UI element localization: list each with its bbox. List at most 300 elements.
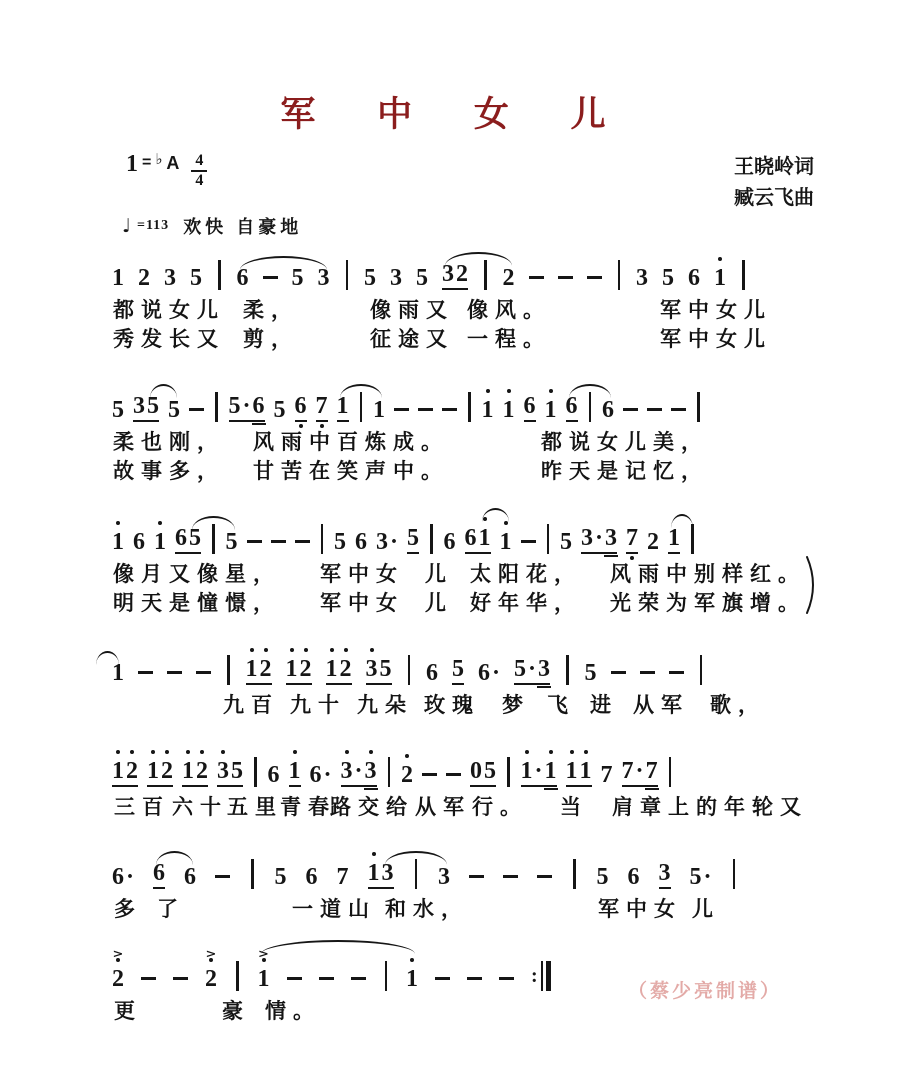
note-5: 5 xyxy=(273,397,286,423)
octave-dot-above xyxy=(370,648,374,652)
note-6: 6 xyxy=(627,864,640,890)
augmentation-dot: · xyxy=(528,656,537,682)
score-header xyxy=(0,152,912,208)
beamed-group xyxy=(147,759,173,787)
note-1-high: 1 xyxy=(147,759,159,783)
lyric-segment: 军中女 xyxy=(320,563,404,586)
barline xyxy=(733,859,736,889)
octave-dot-above xyxy=(549,389,553,393)
key-tonic-number: 1 xyxy=(126,151,138,177)
augmentation-dot: · xyxy=(703,864,712,890)
note-1-high: 1 xyxy=(479,526,491,550)
beamed-group xyxy=(566,759,592,787)
duration-dash xyxy=(173,965,188,991)
note-5: 5 xyxy=(190,265,202,291)
octave-dot-above xyxy=(718,257,722,261)
note-5: 5 xyxy=(231,758,243,784)
lyric-segment: 军中女 xyxy=(320,592,404,615)
lyric-segment: 风雨中百炼成。 xyxy=(253,431,449,454)
duration-dash xyxy=(215,863,230,889)
beamed-group xyxy=(112,759,138,787)
barline xyxy=(507,757,510,787)
note-1-high: 1 xyxy=(112,530,124,554)
augmentation-dot: · xyxy=(390,529,399,555)
duration-dash xyxy=(529,264,544,290)
octave-dot-above xyxy=(116,750,120,754)
duration-dash xyxy=(422,761,437,787)
lyric-segment: 九百 xyxy=(223,694,279,717)
duration-dash xyxy=(435,965,450,991)
notation-line-1 xyxy=(112,244,824,290)
lyric-segment: 五里 xyxy=(227,796,283,819)
duration-dash xyxy=(418,396,433,422)
tempo-mood: 欢快 自豪地 xyxy=(183,217,303,237)
note-5: 5 xyxy=(560,529,573,555)
note-1-high: 1 xyxy=(545,759,557,783)
duration-dash xyxy=(138,659,153,685)
meter-numerator: 4 xyxy=(191,152,207,172)
lyric-segment: 剪， xyxy=(243,328,299,351)
note-0: 0 xyxy=(470,758,483,784)
lyric-segment: 六十 xyxy=(172,796,228,819)
duration-dash xyxy=(446,761,461,787)
note-3: 3 xyxy=(538,657,550,681)
system-3 xyxy=(112,508,824,613)
barline xyxy=(388,757,391,787)
beamed-group xyxy=(182,759,208,787)
lyric-segment: 儿 xyxy=(425,592,453,615)
lyric-segment: 九十 xyxy=(290,694,346,717)
augmentation-dot: · xyxy=(323,762,332,788)
octave-dot-above xyxy=(504,521,508,525)
duration-dash xyxy=(287,965,302,991)
key-letter: A xyxy=(166,153,180,173)
note-7: 7 xyxy=(600,762,613,788)
duration-dash xyxy=(295,528,310,554)
note-6: 6 xyxy=(133,529,145,555)
barline xyxy=(547,524,550,554)
beamed-group xyxy=(442,262,468,290)
octave-dot-above xyxy=(186,750,190,754)
note-3-high: 3 xyxy=(365,759,377,783)
accent-mark: > xyxy=(205,948,217,961)
lyric-segment: 行。 xyxy=(472,796,528,819)
duration-dash xyxy=(537,863,552,889)
duration-dash xyxy=(141,965,156,991)
note-6: 6 xyxy=(688,265,700,291)
barline xyxy=(618,260,621,290)
octave-dot-above xyxy=(200,750,204,754)
note-6: 6 xyxy=(236,265,249,291)
note-5: 5 xyxy=(596,864,609,890)
duration-dash xyxy=(611,659,626,685)
duration-dash xyxy=(263,264,278,290)
beamed-group xyxy=(246,657,272,685)
lyric-segment: 情。 xyxy=(265,1000,321,1023)
barline xyxy=(227,655,230,685)
note-1: 1 xyxy=(337,394,349,422)
beamed-group xyxy=(341,759,377,787)
note-1: 1 xyxy=(373,397,386,423)
note-2-high: 2 xyxy=(196,759,208,783)
octave-dot-above xyxy=(549,750,553,754)
beamed-group xyxy=(622,759,658,787)
note-3: 3 · xyxy=(581,525,604,551)
lyric-segment: 豪 xyxy=(222,1000,250,1023)
note-5: 5 · xyxy=(689,864,712,890)
lyrics-line-1-2 xyxy=(112,323,824,349)
barline xyxy=(346,260,349,290)
note-3: 3 xyxy=(442,261,454,287)
note-5: 5 xyxy=(452,657,464,685)
note-5: 5 xyxy=(168,397,180,423)
barline xyxy=(691,524,694,554)
lyrics-line-5-1 xyxy=(112,791,824,817)
note-5: 5 xyxy=(334,529,346,555)
lyric-segment: 多 xyxy=(114,898,142,921)
note-6: 6 xyxy=(355,529,367,555)
augmentation-dot: · xyxy=(534,758,543,784)
duration-dash xyxy=(167,659,182,685)
augmentation-dot: · xyxy=(126,864,135,890)
augmentation-dot: · xyxy=(242,393,251,419)
duration-dash xyxy=(669,659,684,685)
note-6: 6 xyxy=(464,525,477,551)
lyric-segment: 从军 xyxy=(415,796,471,819)
lyric-segment: 像雨又 xyxy=(370,299,454,322)
note-5: 5 xyxy=(379,656,392,682)
note-2: 2 xyxy=(502,265,515,291)
lyric-segment: 飞 xyxy=(547,694,575,717)
octave-dot-above xyxy=(483,517,487,521)
beamed-group xyxy=(175,526,201,554)
octave-dot-above xyxy=(507,389,511,393)
tempo-bpm: =113 xyxy=(136,218,170,233)
note-7: 7 xyxy=(336,864,349,890)
lyrics-line-2-1 xyxy=(112,426,824,452)
barline xyxy=(254,757,257,787)
lyric-segment: 九朵 xyxy=(357,694,413,717)
lyric-segment: 从军 xyxy=(633,694,689,717)
beamed-group xyxy=(326,657,352,685)
note-2: 2 xyxy=(647,529,660,555)
note-1-high: 1 xyxy=(545,398,557,422)
duration-dash xyxy=(640,659,655,685)
barline xyxy=(742,260,745,290)
system-6 xyxy=(112,843,824,919)
note-2-high: 2 xyxy=(161,759,173,783)
barline xyxy=(385,961,388,991)
duration-dash xyxy=(469,863,484,889)
lyric-segment: 都说女儿 xyxy=(113,299,225,322)
duration-dash xyxy=(467,965,482,991)
lyrics-line-1-1 xyxy=(112,294,824,320)
beamed-group xyxy=(521,759,557,787)
barline xyxy=(251,859,254,889)
octave-dot-above xyxy=(165,750,169,754)
duration-dash xyxy=(623,396,638,422)
octave-dot-above xyxy=(290,648,294,652)
barline xyxy=(566,655,569,685)
lyrics-line-2-2 xyxy=(112,455,824,481)
note-1-high: 1 xyxy=(368,861,380,885)
note-6: 6 · xyxy=(112,864,135,890)
octave-dot-above xyxy=(130,750,134,754)
accent-mark: > xyxy=(112,948,124,961)
beamed-group xyxy=(366,657,392,685)
octave-dot-above xyxy=(221,750,225,754)
augmentation-dot: · xyxy=(492,660,501,686)
note-6: 6 xyxy=(184,864,197,890)
note-1-high: 1 xyxy=(182,759,194,783)
duration-dash xyxy=(558,264,573,290)
lyrics-line-6-1 xyxy=(112,893,824,919)
lyric-segment: 青春 xyxy=(280,796,336,819)
note-6-low: 6 xyxy=(295,394,307,422)
duration-dash xyxy=(351,965,366,991)
notation-line-3 xyxy=(112,508,824,554)
quarter-note-icon: ♩ xyxy=(122,215,131,237)
note-1-high: 1 xyxy=(326,657,338,681)
notation-line-2 xyxy=(112,376,824,422)
note-3: 3 xyxy=(659,861,671,889)
note-3: 3 · xyxy=(376,529,399,555)
duration-dash xyxy=(671,396,686,422)
note-6: 6 xyxy=(443,529,456,555)
note-1: 1 xyxy=(112,660,124,686)
note-3: 3 xyxy=(390,265,402,291)
barline xyxy=(589,392,592,422)
octave-dot-above xyxy=(410,958,414,962)
note-2: 2 xyxy=(456,261,468,287)
lyrics-line-3-2 xyxy=(112,587,824,613)
lyric-segment: 儿 xyxy=(692,898,720,921)
octave-dot-above xyxy=(330,648,334,652)
page-title: 军 中 女 儿 xyxy=(280,95,632,134)
note-6: 6 xyxy=(253,394,265,418)
lyric-segment: 像风。 xyxy=(467,299,551,322)
lyric-segment: 三百 xyxy=(114,796,170,819)
duration-dash xyxy=(499,965,514,991)
barline xyxy=(218,260,221,290)
barline xyxy=(415,859,418,889)
octave-dot-above xyxy=(158,521,162,525)
augmentation-dot: · xyxy=(595,525,604,551)
end-repeat-barline: : xyxy=(531,961,551,991)
lyrics-line-4-1 xyxy=(112,689,824,715)
note-2: 2 xyxy=(138,265,150,291)
lyric-segment: 秀发长又 xyxy=(113,328,225,351)
note-3: 3 xyxy=(164,265,176,291)
flat-icon: ♭ xyxy=(155,150,163,168)
note-3: 3 xyxy=(133,393,145,419)
lyric-segment: 甘苦在笑声中。 xyxy=(253,460,449,483)
note-5: 5 xyxy=(225,529,238,555)
lyric-segment: 和水， xyxy=(385,898,469,921)
augmentation-dot: · xyxy=(354,758,363,784)
lyric-segment: 一程。 xyxy=(467,328,551,351)
lyric-segment: 玫瑰 xyxy=(424,694,480,717)
lyric-segment: 故事多， xyxy=(113,460,225,483)
note-1-high: 1 xyxy=(566,759,578,783)
lyric-segment: 风雨中别样红。 xyxy=(610,563,806,586)
barline xyxy=(236,961,239,991)
octave-dot-above xyxy=(584,750,588,754)
barline xyxy=(212,524,215,554)
accent-mark: > xyxy=(258,948,269,961)
barline xyxy=(700,655,703,685)
duration-dash xyxy=(587,264,602,290)
note-2-high: 2 > xyxy=(205,948,217,992)
note-1-high: 1 xyxy=(714,266,726,290)
note-3-high: 3 xyxy=(217,759,229,783)
beamed-group xyxy=(217,759,243,787)
sixteenth-underline xyxy=(537,686,551,688)
barline xyxy=(430,524,433,554)
sixteenth-underline xyxy=(364,788,378,790)
duration-dash xyxy=(247,528,262,554)
octave-dot-above xyxy=(525,750,529,754)
note-5: 5 xyxy=(189,525,201,551)
note-3: 3 xyxy=(438,864,451,890)
octave-dot-above xyxy=(293,750,297,754)
note-5: 5 xyxy=(662,265,674,291)
composer-credit: 臧云飞曲 xyxy=(734,187,814,209)
lyric-segment: 肩章上的年轮又 xyxy=(612,796,808,819)
note-3: 3 xyxy=(381,860,394,886)
note-5: 5 · xyxy=(228,393,251,419)
lyric-segment: 进 xyxy=(590,694,618,717)
key-equals: = xyxy=(142,154,152,171)
note-2-high: 2 xyxy=(340,657,352,681)
system-1 xyxy=(112,244,824,349)
sixteenth-underline xyxy=(645,788,659,790)
beamed-group xyxy=(133,394,159,422)
note-1-high: 1 xyxy=(246,657,258,681)
beamed-group xyxy=(465,526,491,554)
note-1-high: 1 > xyxy=(257,948,270,992)
note-5: 5 · xyxy=(514,656,537,682)
system-5 xyxy=(112,741,824,817)
note-2-high: 2 xyxy=(126,759,138,783)
duration-dash xyxy=(647,396,662,422)
note-1-high: 1 xyxy=(289,759,301,787)
barline xyxy=(573,859,576,889)
note-1-high: 1 · xyxy=(521,759,543,783)
lyric-segment: 好年华， xyxy=(470,592,582,615)
meter-denominator: 4 xyxy=(195,171,204,189)
notation-line-5 xyxy=(112,741,824,787)
barline xyxy=(669,757,672,787)
beamed-group xyxy=(470,759,496,787)
lyric-segment: 柔也刚， xyxy=(113,431,225,454)
note-6: 6 xyxy=(426,660,438,686)
system-4 xyxy=(112,639,824,715)
note-2-high: 2 xyxy=(260,657,272,681)
note-3: 3 xyxy=(605,526,617,550)
note-6: 6 xyxy=(175,525,187,551)
lyric-segment: 都说女儿美， xyxy=(541,431,709,454)
note-5: 5 xyxy=(112,397,124,423)
note-5: 5 xyxy=(274,864,287,890)
note-1-high: 1 xyxy=(406,967,418,991)
octave-dot-above xyxy=(405,754,409,758)
note-1-high: 1 xyxy=(580,759,592,783)
tempo-marking xyxy=(0,214,912,238)
lyricist-credit: 王晓岭词 xyxy=(734,156,814,178)
augmentation-dot: · xyxy=(635,758,644,784)
lyric-segment: 更 xyxy=(114,1000,142,1023)
note-5: 5 xyxy=(291,265,304,291)
octave-dot-above xyxy=(570,750,574,754)
octave-dot-above xyxy=(264,648,268,652)
note-2-high: 2 xyxy=(401,763,413,787)
engraver-credit: （蔡少亮制谱） xyxy=(628,981,783,1002)
note-3: 3 xyxy=(317,265,330,291)
note-2-high: 2 > xyxy=(112,948,124,992)
note-6: 6 · xyxy=(478,660,501,686)
octave-dot-above xyxy=(304,648,308,652)
octave-dot-above xyxy=(345,750,349,754)
note-5: 5 xyxy=(407,526,419,554)
lyric-segment: 光荣为军旗增。 xyxy=(610,592,806,615)
note-7-low: 7 xyxy=(626,526,638,554)
lyric-segment: 太阳花， xyxy=(470,563,582,586)
note-1-high: 1 xyxy=(112,759,124,783)
note-1-high: 1 xyxy=(286,657,298,681)
beamed-group xyxy=(368,861,394,889)
sixteenth-underline xyxy=(604,555,618,557)
octave-dot-above xyxy=(372,852,376,856)
duration-dash xyxy=(271,528,286,554)
key-signature xyxy=(126,152,207,189)
note-5: 5 xyxy=(364,265,376,291)
note-3: 3 xyxy=(636,265,648,291)
note-5: 5 xyxy=(147,393,159,419)
lyrics-line-3-1 xyxy=(112,558,824,584)
note-5: 5 xyxy=(584,660,597,686)
system-2 xyxy=(112,376,824,481)
lyric-segment: 像月又像星， xyxy=(113,563,281,586)
note-1-high: 1 xyxy=(503,398,515,422)
beamed-group xyxy=(514,657,550,685)
octave-dot-above xyxy=(250,648,254,652)
octave-dot-above xyxy=(369,750,373,754)
barline xyxy=(215,392,218,422)
composer-credits xyxy=(734,152,814,214)
score-body xyxy=(0,244,824,1021)
lyric-segment: 路交给 xyxy=(330,796,414,819)
lyric-segment: 当 xyxy=(560,796,588,819)
note-2-high: 2 xyxy=(300,657,312,681)
note-6: 6 xyxy=(524,394,536,422)
verse-end-bracket xyxy=(804,556,820,616)
octave-dot-above xyxy=(344,648,348,652)
note-6: 6 xyxy=(602,397,615,423)
lyric-segment: 梦 xyxy=(502,694,530,717)
note-6: 6 xyxy=(305,864,318,890)
duration-dash xyxy=(189,396,204,422)
beamed-group xyxy=(286,657,312,685)
note-1-high: 1 xyxy=(482,398,494,422)
note-6: 6 xyxy=(267,762,280,788)
lyric-segment: 军中女 xyxy=(598,898,682,921)
note-7: 7 · xyxy=(621,758,644,784)
note-3-high: 3 xyxy=(366,657,378,681)
octave-dot-above xyxy=(151,750,155,754)
note-6: 6 xyxy=(153,861,165,889)
lyric-segment: 昨天是记忆， xyxy=(541,460,709,483)
